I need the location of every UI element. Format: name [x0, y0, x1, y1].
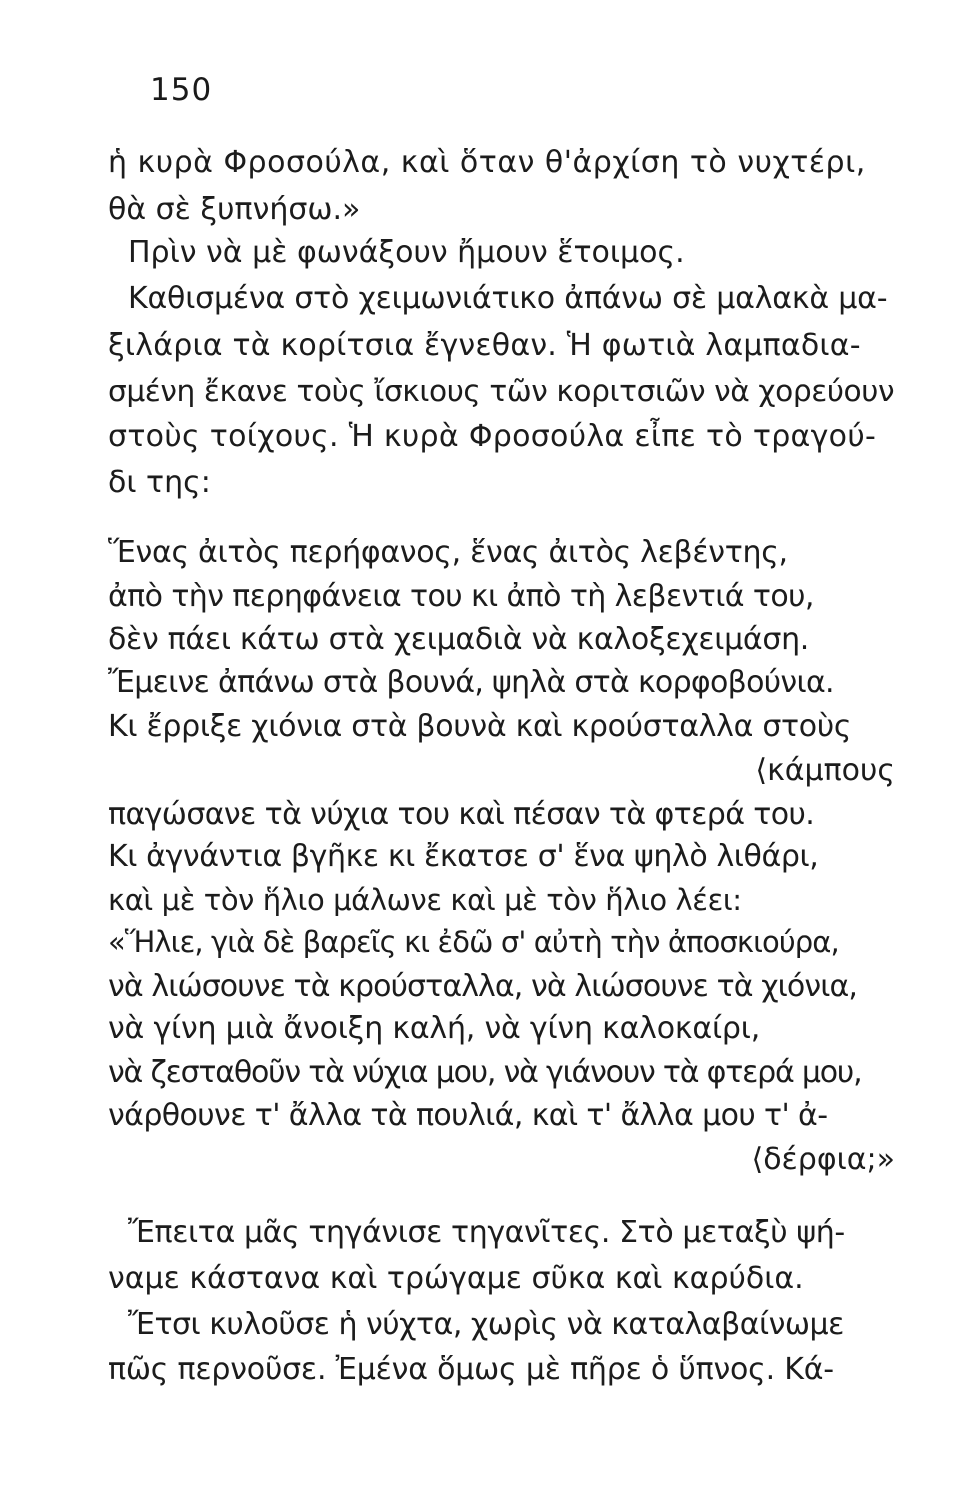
verse-line: δὲν πάει κάτω στὰ χειμαδιὰ νὰ καλοξεχειμάση.: [108, 622, 810, 657]
verse-continuation: ⟨κάμπους: [755, 753, 895, 788]
prose-line: στοὺς τοίχους. Ἡ κυρὰ Φροσούλα εἶπε τὸ τραγού-: [108, 419, 877, 454]
verse-line: παγώσανε τὰ νύχια του καὶ πέσαν τὰ φτερά του.: [108, 797, 815, 832]
prose-line: Πρὶν νὰ μὲ φωνάξουν ἤμουν ἕτοιμος.: [128, 235, 685, 270]
prose-line: σμένη ἔκανε τοὺς ἴσκιους τῶν κοριτσιῶν νὰ χορεύουν: [108, 374, 895, 408]
prose-line: ἡ κυρὰ Φροσούλα, καὶ ὅταν θ'ἀρχίση τὸ νυχτέρι,: [108, 145, 866, 180]
verse-line: Ἕνας ἀιτὸς περήφανος, ἕνας ἀιτὸς λεβέντης,: [108, 535, 788, 570]
prose-line: δι της:: [108, 465, 211, 500]
verse-line: καὶ μὲ τὸν ἥλιο μάλωνε καὶ μὲ τὸν ἥλιο λέει:: [108, 883, 742, 917]
verse-line: νάρθουνε τ' ἄλλα τὰ πουλιά, καὶ τ' ἄλλα μου τ' ἀ-: [108, 1098, 828, 1133]
prose-line: Ἔτσι κυλοῦσε ἡ νύχτα, χωρὶς νὰ καταλαβαίνωμε: [128, 1307, 844, 1342]
prose-line: πῶς περνοῦσε. Ἐμένα ὅμως μὲ πῆρε ὁ ὕπνος. Κά-: [108, 1352, 834, 1387]
verse-line: Κι ἔρριξε χιόνια στὰ βουνὰ καὶ κρούσταλλα στοὺς: [108, 709, 852, 744]
verse-line: ἀπὸ τὴν περηφάνεια του κι ἀπὸ τὴ λεβεντιά του,: [108, 579, 814, 614]
prose-line: Καθισμένα στὸ χειμωνιάτικο ἀπάνω σὲ μαλακὰ μα-: [128, 281, 888, 316]
verse-line: Ἔμεινε ἀπάνω στὰ βουνά, ψηλὰ στὰ κορφοβούνια.: [108, 665, 834, 700]
verse-continuation: ⟨δέρφια;»: [751, 1142, 895, 1177]
verse-line: «Ἥλιε, γιὰ δὲ βαρεῖς κι ἐδῶ σ' αὐτὴ τὴν ἀποσκιούρα,: [108, 925, 839, 959]
prose-line: ναμε κάστανα καὶ τρώγαμε σῦκα καὶ καρύδια.: [108, 1261, 804, 1296]
verse-line: νὰ γίνη μιὰ ἄνοιξη καλή, νὰ γίνη καλοκαίρι,: [108, 1011, 761, 1046]
prose-line: Ἔπειτα μᾶς τηγάνισε τηγανῖτες. Στὸ μεταξὺ ψή-: [128, 1215, 845, 1250]
prose-line: ξιλάρια τὰ κορίτσια ἔγνεθαν. Ἡ φωτιὰ λαμπαδια-: [108, 328, 861, 363]
page-number: 150: [150, 72, 213, 108]
prose-line: θὰ σὲ ξυπνήσω.»: [108, 192, 361, 227]
verse-line: Κι ἀγνάντια βγῆκε κι ἔκατσε σ' ἕνα ψηλὸ λιθάρι,: [108, 839, 819, 874]
verse-line: νὰ λιώσουνε τὰ κρούσταλλα, νὰ λιώσουνε τὰ χιόνια,: [108, 969, 858, 1004]
verse-line: νὰ ζεσταθοῦν τὰ νύχια μου, νὰ γιάνουν τὰ φτερά μου,: [108, 1055, 862, 1090]
